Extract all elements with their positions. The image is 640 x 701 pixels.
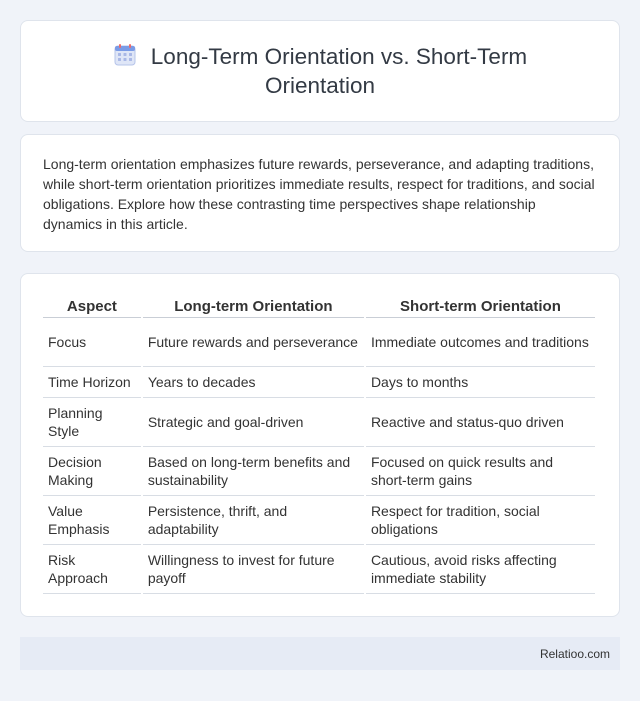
table-row	[43, 367, 595, 398]
cell-long-term: Future rewards and perseverance	[143, 318, 364, 367]
page-title	[60, 42, 580, 100]
table-row	[43, 447, 595, 496]
cell-short-term: Days to months	[366, 367, 595, 398]
cell-aspect: Planning Style	[43, 398, 141, 447]
intro-paragraph: Long-term orientation emphasizes future rewards, perseverance, and adapting traditions, while short-term orientation prioritizes immediate results, respect for traditions, and social obligations. Explore how these contrasting time perspectives shape relationship dynamics in this article.	[43, 156, 595, 232]
cell-aspect: Focus	[43, 318, 141, 367]
title-card	[20, 20, 620, 122]
cell-aspect: Risk Approach	[43, 545, 141, 594]
cell-long-term: Strategic and goal-driven	[143, 398, 364, 447]
header-short-term: Short-term Orientation	[366, 296, 595, 318]
header-aspect: Aspect	[43, 296, 141, 318]
cell-aspect: Decision Making	[43, 447, 141, 496]
cell-short-term: Reactive and status-quo driven	[366, 398, 595, 447]
cell-aspect: Value Emphasis	[43, 496, 141, 545]
title-wrap	[60, 42, 580, 100]
table-card	[20, 273, 620, 617]
table-row	[43, 318, 595, 367]
intro-card	[20, 134, 620, 252]
cell-long-term: Persistence, thrift, and adaptability	[143, 496, 364, 545]
cell-short-term: Focused on quick results and short-term gains	[366, 447, 595, 496]
calendar-icon	[113, 43, 137, 67]
cell-long-term: Based on long-term benefits and sustainability	[143, 447, 364, 496]
table-row	[43, 545, 595, 594]
page-title-text: Long-Term Orientation vs. Short-Term Orientation	[150, 44, 528, 98]
cell-long-term: Years to decades	[143, 367, 364, 398]
table-header-row	[43, 296, 595, 318]
footer-site-name: Relatioo.com	[539, 646, 610, 661]
cell-short-term: Immediate outcomes and traditions	[366, 318, 595, 367]
cell-short-term: Cautious, avoid risks affecting immediate stability	[366, 545, 595, 594]
header-long-term: Long-term Orientation	[143, 296, 364, 318]
table-row	[43, 398, 595, 447]
cell-long-term: Willingness to invest for future payoff	[143, 545, 364, 594]
table-row	[43, 496, 595, 545]
footer-bar	[20, 637, 620, 670]
cell-aspect: Time Horizon	[43, 367, 141, 398]
cell-short-term: Respect for tradition, social obligations	[366, 496, 595, 545]
comparison-table	[41, 296, 597, 594]
